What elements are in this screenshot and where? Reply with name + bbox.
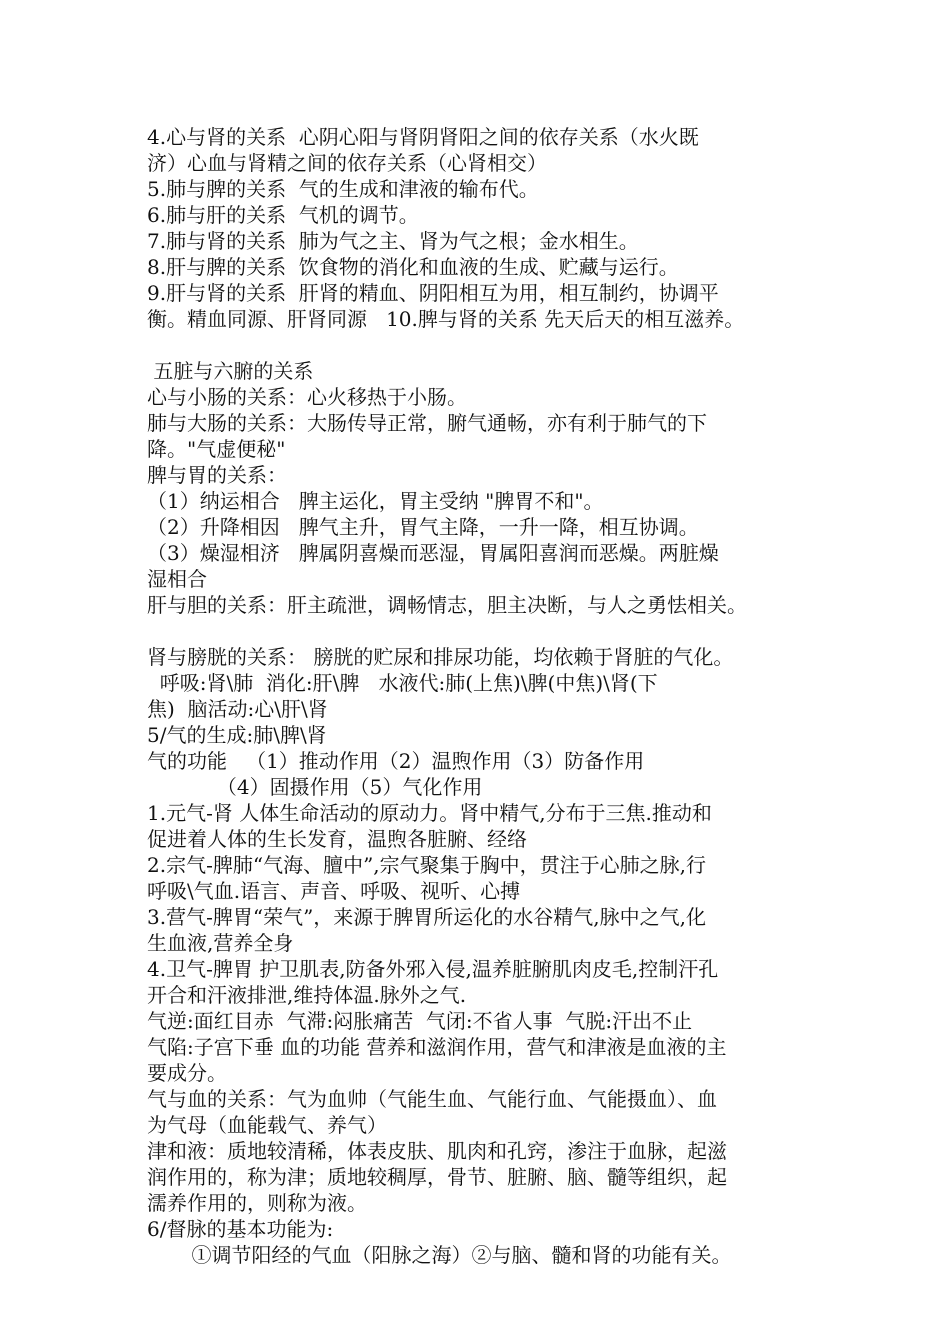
text-line: 7.肺与肾的关系 肺为气之主、肾为气之根；金水相生。: [147, 229, 639, 253]
text-line: 2.宗气-脾肺“气海、膻中”,宗气聚集于胸中，贯注于心肺之脉,行: [147, 853, 707, 877]
text-line: 润作用的，称为津；质地较稠厚，骨节、脏腑、脑、髓等组织，起: [147, 1165, 727, 1189]
text-line: 气的功能 （1）推动作用（2）温煦作用（3）防备作用: [147, 749, 645, 773]
text-line: 心与小肠的关系：心火移热于小肠。: [147, 385, 467, 409]
text-line: 生血液,营养全身: [147, 931, 294, 955]
text-line: 1.元气-肾 人体生命活动的原动力。肾中精气,分布于三焦.推动和: [147, 801, 712, 825]
text-line: 濡养作用的，则称为液。: [147, 1191, 367, 1215]
text-line: 4.心与肾的关系 心阴心阳与肾阴肾阳之间的依存关系（水火既: [147, 125, 699, 149]
text-line: 湿相合: [147, 567, 207, 591]
text-line: 降。"气虚便秘": [147, 437, 286, 461]
blank-line: [147, 618, 837, 644]
text-line: 济）心血与肾精之间的依存关系（心肾相交）: [147, 151, 547, 175]
text-line: 肺与大肠的关系：大肠传导正常，腑气通畅，亦有利于肺气的下: [147, 411, 707, 435]
text-line: ①调节阳经的气血（阳脉之海）②与脑、髓和肾的功能有关。: [147, 1243, 732, 1267]
text-line: 5/气的生成:肺\脾\肾: [147, 723, 327, 747]
text-line: （2）升降相因 脾气主升，胃气主降，一升一降，相互协调。: [147, 515, 699, 539]
text-line: 衡。精血同源、肝肾同源 10.脾与肾的关系 先天后天的相互滋养。: [147, 307, 745, 331]
text-line: （1）纳运相合 脾主运化，胃主受纳 "脾胃不和"。: [147, 489, 604, 513]
text-line: 呼吸:肾\肺 消化:肝\脾 水液代:肺(上焦)\脾(中焦)\肾(下: [147, 671, 658, 695]
text-line: 6.肺与肝的关系 气机的调节。: [147, 203, 419, 227]
blank-line: [147, 332, 837, 358]
text-line: 5.肺与脾的关系 气的生成和津液的输布代。: [147, 177, 539, 201]
text-line: 气陷:子宫下垂 血的功能 营养和滋润作用，营气和津液是血液的主: [147, 1035, 727, 1059]
text-line: 为气母（血能载气、养气）: [147, 1113, 387, 1137]
text-line: 肝与胆的关系：肝主疏泄，调畅情志，胆主决断，与人之勇怯相关。: [147, 593, 747, 617]
text-line: 呼吸\气血.语言、声音、呼吸、视听、心搏: [147, 879, 521, 903]
text-line: 焦) 脑活动:心\肝\肾: [147, 697, 328, 721]
text-line: 要成分。: [147, 1061, 227, 1085]
text-line: （3）燥湿相济 脾属阴喜燥而恶湿，胃属阳喜润而恶燥。两脏燥: [147, 541, 719, 565]
text-line: 脾与胃的关系：: [147, 463, 287, 487]
text-line: 气与血的关系：气为血帅（气能生血、气能行血、气能摄血）、血: [147, 1087, 717, 1111]
text-line: （4）固摄作用（5）气化作用: [147, 775, 483, 799]
text-line: 3.营气-脾胃“荣气”，来源于脾胃所运化的水谷精气,脉中之气,化: [147, 905, 707, 929]
text-line: 津和液：质地较清稀，体表皮肤、肌肉和孔窍，渗注于血脉，起滋: [147, 1139, 727, 1163]
text-line: 肾与膀胱的关系： 膀胱的贮尿和排尿功能，均依赖于肾脏的气化。: [147, 645, 734, 669]
text-line: 4.卫气-脾胃 护卫肌表,防备外邪入侵,温养脏腑肌肉皮毛,控制汗孔: [147, 957, 719, 981]
text-line: 促进着人体的生长发育，温煦各脏腑、经络: [147, 827, 527, 851]
text-line: 9.肝与肾的关系 肝肾的精血、阴阳相互为用，相互制约，协调平: [147, 281, 719, 305]
text-line: 8.肝与脾的关系 饮食物的消化和血液的生成、贮藏与运行。: [147, 255, 679, 279]
text-line: 气逆:面红目赤 气滞:闷胀痛苦 气闭:不省人事 气脱:汗出不止: [147, 1009, 693, 1033]
text-line: 五脏与六腑的关系: [147, 359, 314, 383]
document-text: [147, 124, 837, 1268]
text-line: 开合和汗液排泄,维持体温.脉外之气.: [147, 983, 467, 1007]
text-line: 6/督脉的基本功能为:: [147, 1217, 334, 1241]
